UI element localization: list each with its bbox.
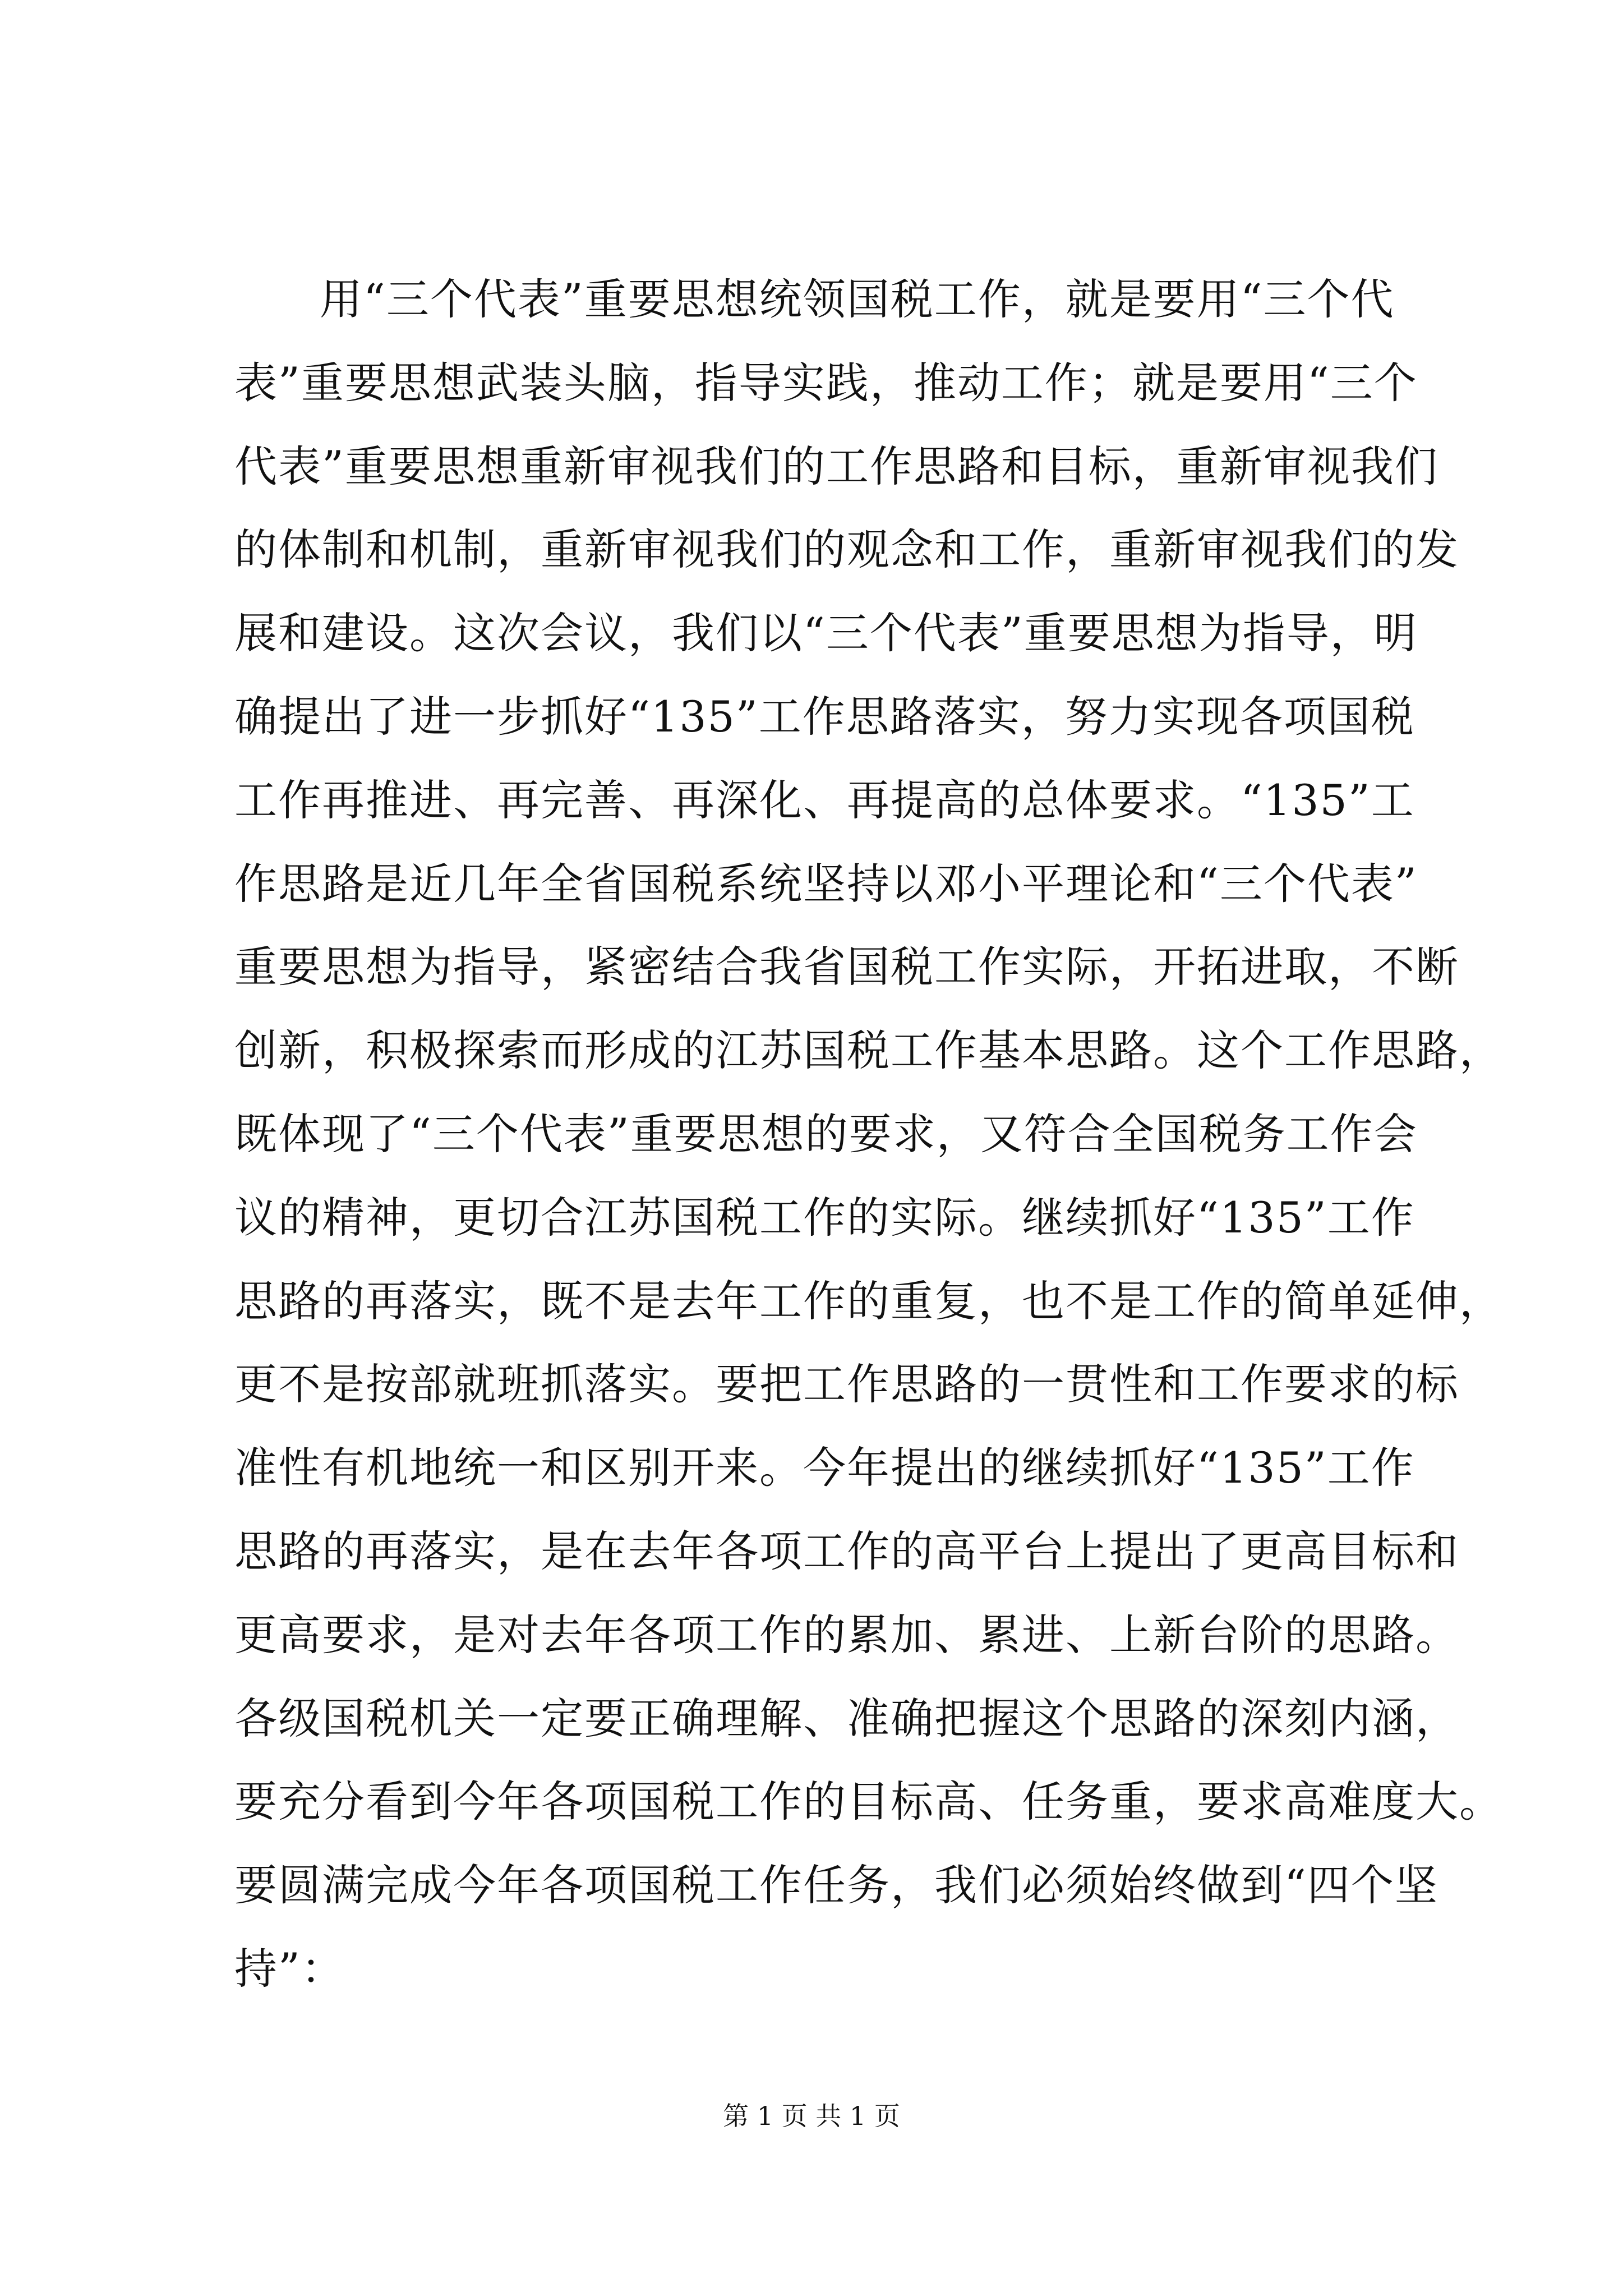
paragraph-line: 各级国税机关一定要正确理解、准确把握这个思路的深刻内涵， bbox=[234, 1693, 1459, 1743]
paragraph-line: 作思路是近几年全省国税系统坚持以邓小平理论和“三个代表” bbox=[234, 858, 1418, 909]
paragraph-line: 准性有机地统一和区别开来。今年提出的继续抓好“135”工作 bbox=[234, 1443, 1415, 1493]
page-footer: 第 1 页 共 1 页 bbox=[723, 2101, 900, 2131]
paragraph-line: 工作再推进、再完善、再深化、再提高的总体要求。“135”工 bbox=[234, 775, 1415, 825]
paragraph-line: 重要思想为指导，紧密结合我省国税工作实际，开拓进取，不断 bbox=[234, 942, 1459, 992]
paragraph-line: 议的精神，更切合江苏国税工作的实际。继续抓好“135”工作 bbox=[234, 1192, 1415, 1243]
paragraph-line: 代表”重要思想重新审视我们的工作思路和目标，重新审视我们 bbox=[234, 441, 1438, 491]
paragraph-line: 展和建设。这次会议，我们以“三个代表”重要思想为指导，明 bbox=[234, 608, 1418, 659]
paragraph-line: 用“三个代表”重要思想统领国税工作，就是要用“三个代 bbox=[320, 274, 1395, 324]
body-paragraph bbox=[234, 258, 1503, 2011]
paragraph-line: 创新，积极探索而形成的江苏国税工作基本思路。这个工作思路， bbox=[234, 1025, 1503, 1076]
paragraph-line: 既体现了“三个代表”重要思想的要求，又符合全国税务工作会 bbox=[234, 1108, 1418, 1159]
paragraph-line: 要圆满完成今年各项国税工作任务，我们必须始终做到“四个坚 bbox=[234, 1860, 1438, 1911]
paragraph-line: 更高要求，是对去年各项工作的累加、累进、上新台阶的思路。 bbox=[234, 1609, 1459, 1660]
paragraph-line: 要充分看到今年各项国税工作的目标高、任务重，要求高难度大。 bbox=[234, 1777, 1503, 1827]
paragraph-line: 思路的再落实，既不是去年工作的重复，也不是工作的简单延伸， bbox=[234, 1276, 1503, 1326]
paragraph-line: 表”重要思想武装头脑，指导实践，推动工作；就是要用“三个 bbox=[234, 357, 1418, 408]
paragraph-line: 思路的再落实，是在去年各项工作的高平台上提出了更高目标和 bbox=[234, 1526, 1459, 1576]
paragraph-line: 更不是按部就班抓落实。要把工作思路的一贯性和工作要求的标 bbox=[234, 1359, 1459, 1410]
paragraph-line: 的体制和机制，重新审视我们的观念和工作，重新审视我们的发 bbox=[234, 524, 1459, 575]
paragraph-line: 确提出了进一步抓好“135”工作思路落实，努力实现各项国税 bbox=[234, 691, 1415, 742]
paragraph-line: 持”： bbox=[234, 1943, 345, 1994]
